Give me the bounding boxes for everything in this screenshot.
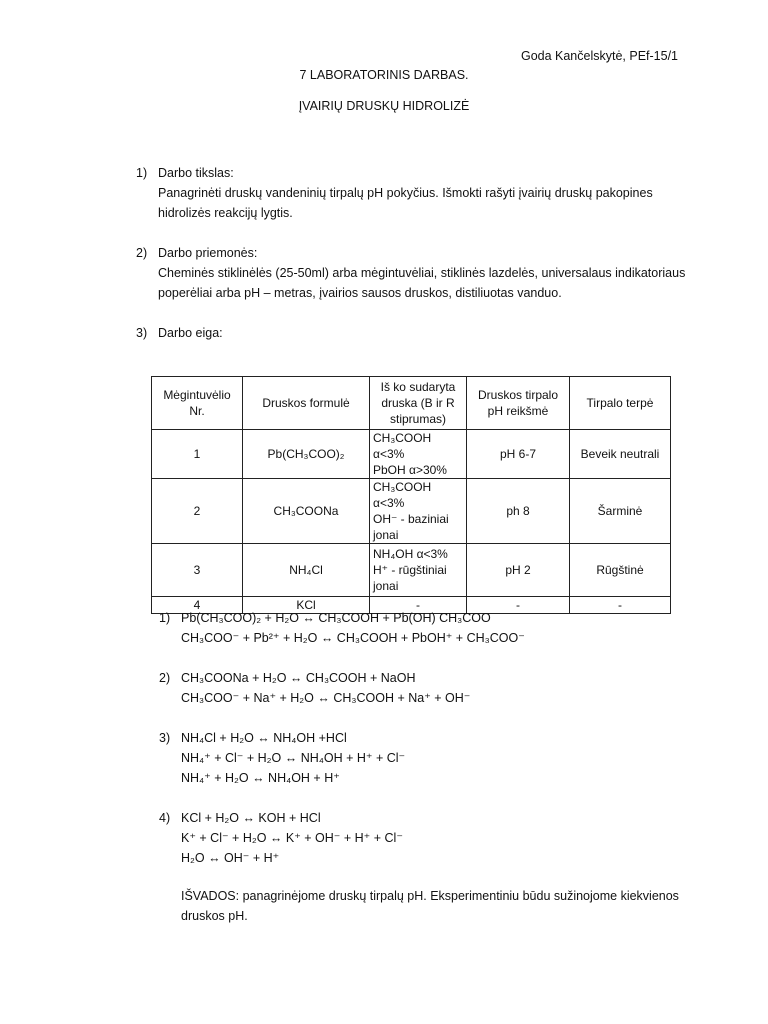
equation-block bbox=[159, 728, 719, 788]
section-text: Panagrinėti druskų vandeninių tirpalų pH pokyčius. Išmokti rašyti įvairių druskų pakopines hidrolizės reakcijų lygtis. bbox=[158, 186, 653, 220]
table-header-row bbox=[152, 377, 671, 430]
table-cell-ph: ph 8 bbox=[467, 479, 570, 544]
table-header-cell: Iš ko sudaryta druska (B ir R stiprumas) bbox=[370, 377, 467, 430]
section-heading: Darbo eiga: bbox=[158, 326, 223, 340]
equation-line: CH₃COO⁻ + Na⁺ + H₂O ↔ CH₃COOH + Na⁺ + OH⁻ bbox=[181, 691, 471, 705]
equation-line: H₂O ↔ OH⁻ + H⁺ bbox=[181, 851, 280, 865]
section-goal bbox=[136, 163, 696, 223]
table-cell-medium: Beveik neutrali bbox=[570, 430, 671, 479]
table-cell-formula: NH₄Cl bbox=[243, 544, 370, 597]
table-cell-nr: 4 bbox=[152, 597, 243, 614]
table-header-cell: Tirpalo terpė bbox=[570, 377, 671, 430]
section-number: 2) bbox=[136, 246, 148, 260]
equation-number: 3) bbox=[159, 731, 171, 745]
equation-line: NH₄⁺ + H₂O ↔ NH₄OH + H⁺ bbox=[181, 771, 340, 785]
section-number: 3) bbox=[136, 326, 148, 340]
table-cell-nr: 2 bbox=[152, 479, 243, 544]
composition-line: jonai bbox=[373, 579, 399, 593]
table-cell-ph: - bbox=[467, 597, 570, 614]
section-tools bbox=[136, 243, 696, 303]
table-cell-formula: CH₃COONa bbox=[243, 479, 370, 544]
equation-line: K⁺ + Cl⁻ + H₂O ↔ K⁺ + OH⁻ + H⁺ + Cl⁻ bbox=[181, 831, 403, 845]
table-cell-nr: 3 bbox=[152, 544, 243, 597]
document-subtitle: ĮVAIRIŲ DRUSKŲ HIDROLIZĖ bbox=[298, 99, 470, 113]
equation-number: 1) bbox=[159, 611, 171, 625]
author-line: Goda Kančelskytė, PEf-15/1 bbox=[520, 49, 678, 63]
equation-block bbox=[159, 668, 719, 708]
equation-line: CH₃COONa + H₂O ↔ CH₃COOH + NaOH bbox=[181, 671, 416, 685]
conclusion-text: IŠVADOS: panagrinėjome druskų tirpalų pH. Eksperimentiniu būdu sužinojome kiekvienos druskos pH. bbox=[181, 889, 679, 923]
table-cell-formula: KCl bbox=[243, 597, 370, 614]
table-cell-composition: - bbox=[370, 597, 467, 614]
table-cell-composition bbox=[370, 430, 467, 479]
table-cell-ph: pH 2 bbox=[467, 544, 570, 597]
table-cell-composition bbox=[370, 479, 467, 544]
document-title: 7 LABORATORINIS DARBAS. bbox=[299, 68, 469, 82]
composition-line: PbOH α>30% bbox=[373, 463, 447, 477]
section-heading: Darbo priemonės: bbox=[158, 246, 258, 260]
table-cell-medium: Šarminė bbox=[570, 479, 671, 544]
table-header-cell: Druskos tirpalo pH reikšmė bbox=[467, 377, 570, 430]
composition-line: jonai bbox=[373, 528, 399, 542]
equation-line: NH₄⁺ + Cl⁻ + H₂O ↔ NH₄OH + H⁺ + Cl⁻ bbox=[181, 751, 406, 765]
section-number: 1) bbox=[136, 166, 148, 180]
section-procedure bbox=[136, 323, 696, 343]
composition-line: NH₄OH α<3% bbox=[373, 547, 448, 561]
equation-block bbox=[159, 608, 719, 648]
results-table bbox=[151, 376, 671, 614]
equation-line: KCl + H₂O ↔ KOH + HCl bbox=[181, 811, 321, 825]
table-cell-ph: pH 6-7 bbox=[467, 430, 570, 479]
equation-line: NH₄Cl + H₂O ↔ NH₄OH +HCl bbox=[181, 731, 347, 745]
equation-number: 4) bbox=[159, 811, 171, 825]
composition-line: OH⁻ - baziniai bbox=[373, 512, 449, 526]
table-cell-composition bbox=[370, 544, 467, 597]
table-header-cell: Druskos formulė bbox=[243, 377, 370, 430]
table-cell-medium: - bbox=[570, 597, 671, 614]
equation-number: 2) bbox=[159, 671, 171, 685]
equation-line: Pb(CH₃COO)₂ + H₂O ↔ CH₃COOH + Pb(OH) CH₃COO bbox=[181, 611, 491, 625]
equation-block bbox=[159, 808, 719, 868]
equation-line: CH₃COO⁻ + Pb²⁺ + H₂O ↔ CH₃COOH + PbOH⁺ + CH₃COO⁻ bbox=[181, 631, 525, 645]
table-row bbox=[152, 430, 671, 479]
table-cell-medium: Rūgštinė bbox=[570, 544, 671, 597]
section-text: Cheminės stiklinėlės (25-50ml) arba mėgintuvėliai, stiklinės lazdelės, universalaus indikatoriaus poperėliai arba pH – metras, įvairios sausos druskos, distiliuotas vanduo. bbox=[158, 266, 686, 300]
composition-line: CH₃COOH α<3% bbox=[373, 480, 432, 510]
table-header-cell: Mėgintuvėlio Nr. bbox=[152, 377, 243, 430]
composition-line: CH₃COOH α<3% bbox=[373, 431, 432, 461]
table-row bbox=[152, 544, 671, 597]
table-row bbox=[152, 479, 671, 544]
composition-line: H⁺ - rūgštiniai bbox=[373, 563, 447, 577]
table-cell-formula: Pb(CH₃COO)₂ bbox=[243, 430, 370, 479]
table-cell-nr: 1 bbox=[152, 430, 243, 479]
section-heading: Darbo tikslas: bbox=[158, 166, 234, 180]
